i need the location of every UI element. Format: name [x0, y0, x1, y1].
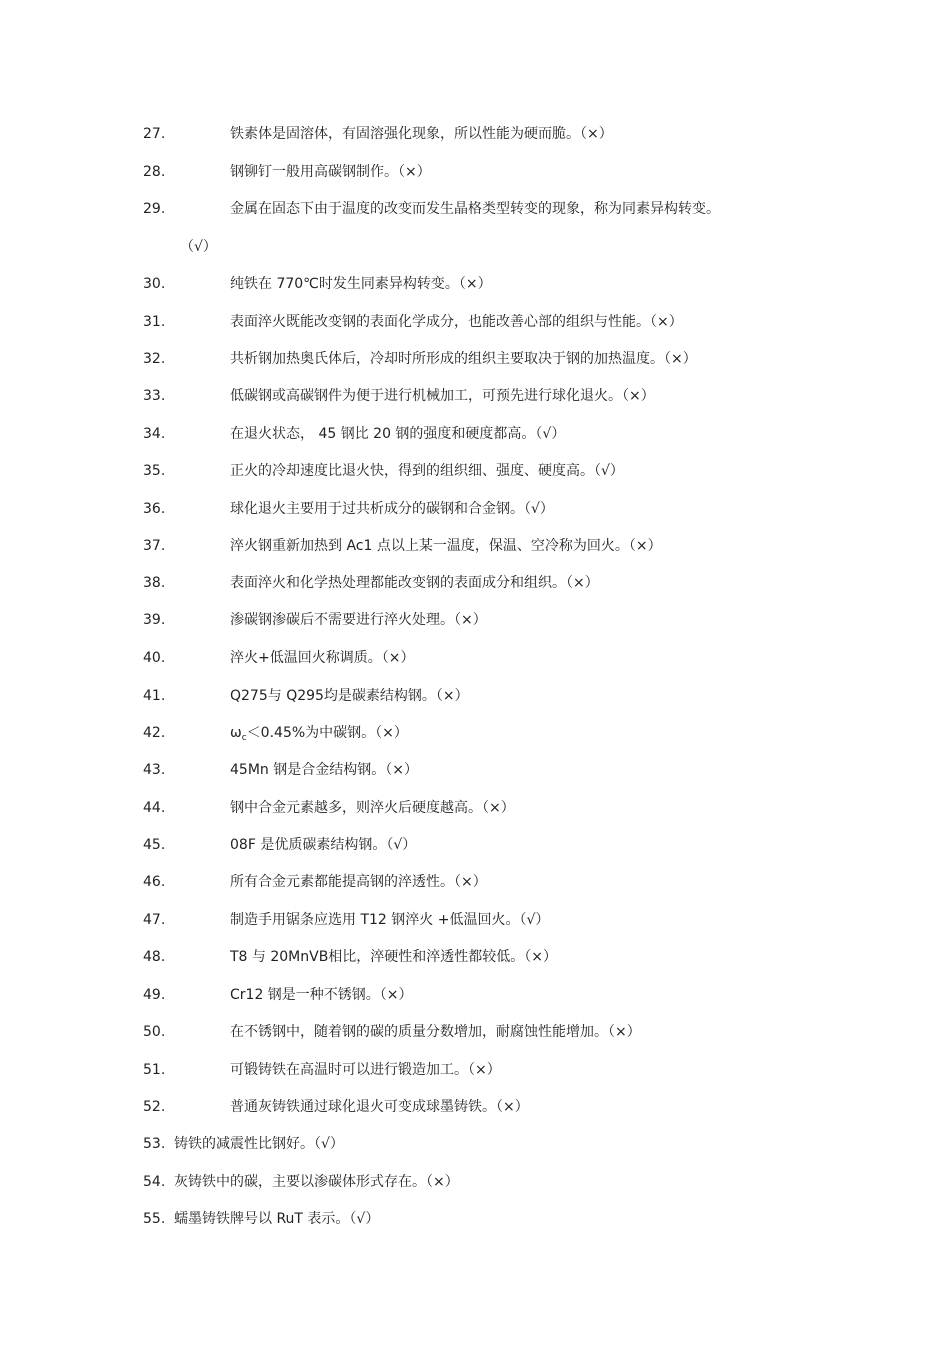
item-text: 可锻铸铁在高温时可以进行锻造加工。（×）: [230, 1062, 501, 1078]
item-text: Q275与 Q295均是碳素结构钢。（×）: [230, 688, 469, 704]
item-number: 41.: [143, 688, 166, 704]
item-number: 49.: [143, 987, 166, 1003]
item-continuation: （√）: [180, 239, 217, 255]
item-text: 在不锈钢中，随着钢的碳的质量分数增加，耐腐蚀性能增加。（×）: [230, 1024, 641, 1040]
item-number: 28.: [143, 164, 166, 180]
item-number: 27.: [143, 126, 166, 142]
item-number: 35.: [143, 463, 166, 479]
item-text: 蠕墨铸铁牌号以 RuT 表示。（√）: [174, 1211, 380, 1227]
subscript-c: c: [241, 733, 247, 743]
item-text: 渗碳钢渗碳后不需要进行淬火处理。（×）: [230, 612, 487, 628]
item-text: 正火的冷却速度比退火快，得到的组织细、强度、硬度高。（√）: [230, 463, 624, 479]
item-text-rest: ＜0.45%为中碳钢。（×）: [246, 725, 408, 741]
item-number: 39.: [143, 612, 166, 628]
item-text: 低碳钢或高碳钢件为便于进行机械加工，可预先进行球化退火。（×）: [230, 388, 655, 404]
item-number: 43.: [143, 762, 166, 778]
item-text: 铸铁的减震性比钢好。（√）: [174, 1136, 344, 1152]
item-text: 纯铁在 770℃时发生同素异构转变。（×）: [230, 276, 492, 292]
item-number: 37.: [143, 538, 166, 554]
item-number: 38.: [143, 575, 166, 591]
item-text: 45Mn 钢是合金结构钢。（×）: [230, 762, 418, 778]
item-number: 29.: [143, 201, 166, 217]
item-text: T8 与 20MnVB相比，淬硬性和淬透性都较低。（×）: [230, 949, 558, 965]
item-text: [230, 721, 408, 750]
item-text: 淬火+低温回火称调质。（×）: [230, 650, 415, 666]
item-text: 球化退火主要用于过共析成分的碳钢和合金钢。（√）: [230, 501, 554, 517]
item-text: Cr12 钢是一种不锈钢。（×）: [230, 987, 413, 1003]
item-number: 52.: [143, 1099, 166, 1115]
item-text: 灰铸铁中的碳，主要以渗碳体形式存在。（×）: [174, 1174, 459, 1190]
omega-symbol: ω: [230, 725, 242, 741]
item-number: 33.: [143, 388, 166, 404]
item-text: 08F 是优质碳素结构钢。（√）: [230, 837, 417, 853]
item-number: 46.: [143, 874, 166, 890]
item-text: 金属在固态下由于温度的改变而发生晶格类型转变的现象，称为同素异构转变。: [230, 201, 720, 217]
item-number: 51.: [143, 1062, 166, 1078]
item-text: 普通灰铸铁通过球化退火可变成球墨铸铁。（×）: [230, 1099, 529, 1115]
item-number: 44.: [143, 800, 166, 816]
item-number: 55.: [143, 1211, 166, 1227]
item-number: 31.: [143, 314, 166, 330]
item-number: 50.: [143, 1024, 166, 1040]
item-text: 制造手用锯条应选用 T12 钢淬火 +低温回火。（√）: [230, 912, 550, 928]
item-text: 表面淬火和化学热处理都能改变钢的表面成分和组织。（×）: [230, 575, 599, 591]
item-text: 所有合金元素都能提高钢的淬透性。（×）: [230, 874, 487, 890]
item-text: 钢铆钉一般用高碳钢制作。（×）: [230, 164, 431, 180]
item-number: 54.: [143, 1174, 166, 1190]
item-number: 34.: [143, 426, 166, 442]
item-text: 表面淬火既能改变钢的表面化学成分，也能改善心部的组织与性能。（×）: [230, 314, 683, 330]
item-text: 共析钢加热奥氏体后，冷却时所形成的组织主要取决于钢的加热温度。（×）: [230, 351, 697, 367]
item-number: 32.: [143, 351, 166, 367]
item-number: 53.: [143, 1136, 166, 1152]
item-number: 36.: [143, 501, 166, 517]
item-number: 30.: [143, 276, 166, 292]
item-text: 淬火钢重新加热到 Ac1 点以上某一温度，保温、空冷称为回火。（×）: [230, 538, 662, 554]
item-number: 42.: [143, 725, 166, 741]
item-text: 铁素体是固溶体，有固溶强化现象，所以性能为硬而脆。（×）: [230, 126, 613, 142]
item-number: 47.: [143, 912, 166, 928]
item-number: 48.: [143, 949, 166, 965]
item-text: 钢中合金元素越多，则淬火后硬度越高。（×）: [230, 800, 515, 816]
item-number: 45.: [143, 837, 166, 853]
item-number: 40.: [143, 650, 166, 666]
item-text: 在退火状态， 45 钢比 20 钢的强度和硬度都高。（√）: [230, 426, 566, 442]
